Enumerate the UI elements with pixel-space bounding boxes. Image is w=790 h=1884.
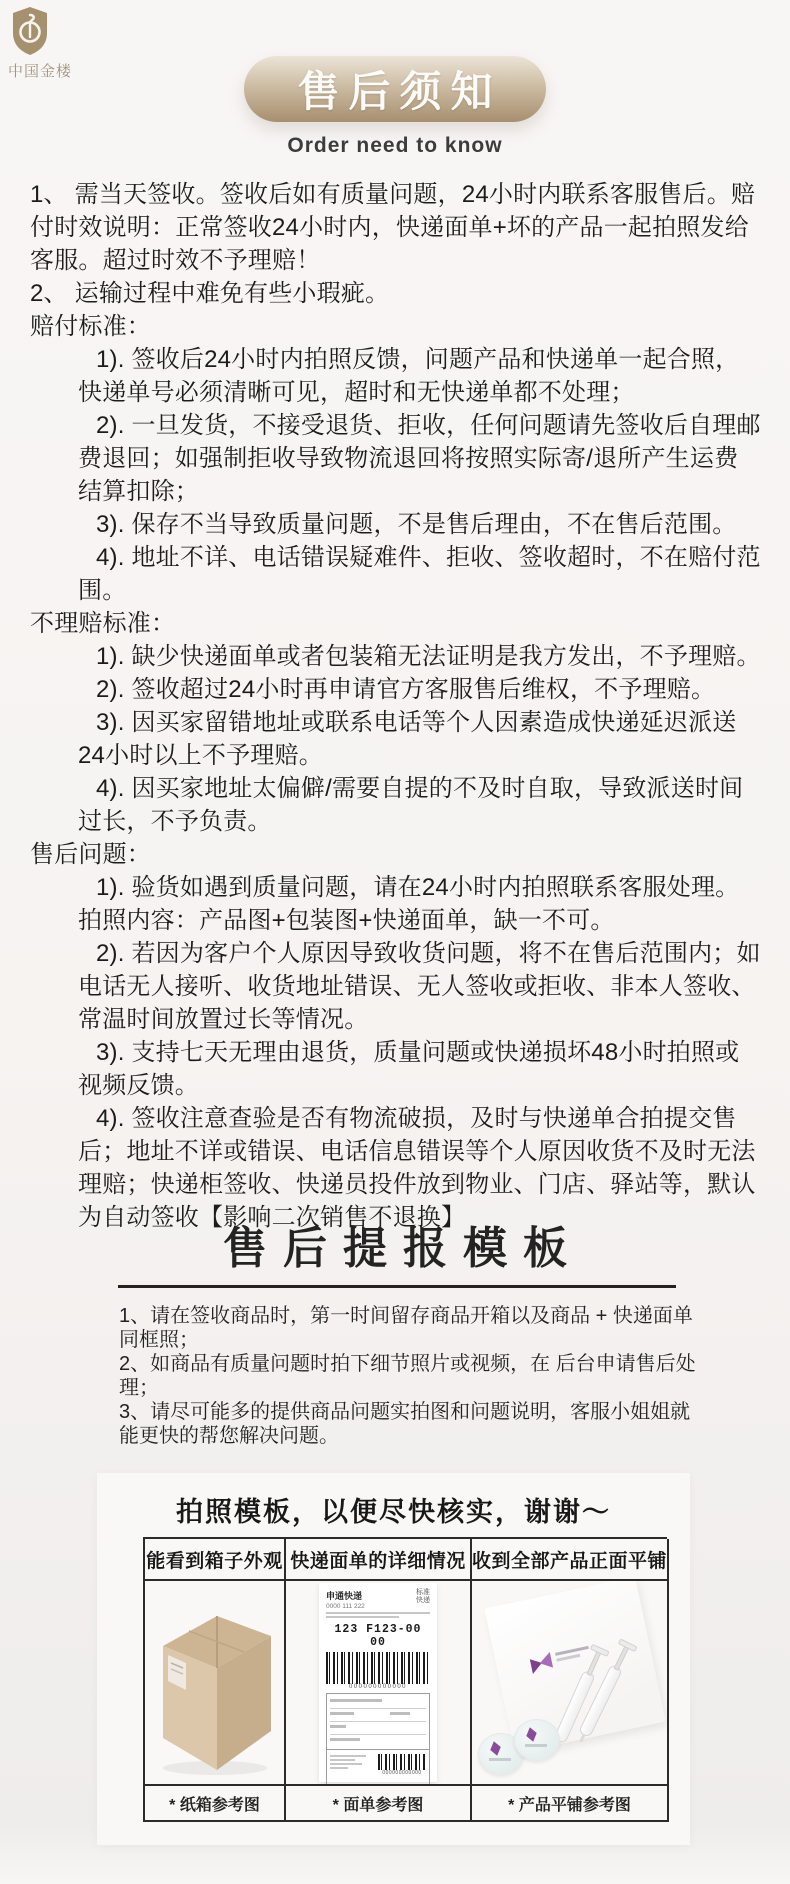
section-heading: 售后问题：: [30, 841, 151, 868]
waybill-form-row: [330, 1709, 426, 1722]
flatlay-scene: [472, 1581, 667, 1784]
notice-item: 2). 若因为客户个人原因导致收货问题，将不在售后范围内；如电话无人接听、收货地址错误、无人签收或拒收、非本人签收、常温时间放置过长等情况。: [78, 940, 761, 1033]
field-line: [390, 1712, 410, 1715]
waybill-form-row: [330, 1722, 426, 1735]
brand-shield-icon: [10, 6, 50, 56]
caption-products: * 产品平铺参考图: [472, 1786, 669, 1822]
waybill-meta: 0000 111 222: [326, 1603, 365, 1610]
waybill-form-row: [330, 1735, 426, 1747]
secondary-barcode-block: [378, 1753, 426, 1786]
courier-name: 申通快递: [326, 1591, 363, 1601]
brand-mark-icon: [529, 1652, 554, 1674]
field-line: [330, 1759, 355, 1761]
template-list: [119, 1304, 707, 1448]
notice-item: 4). 因买家地址太偏僻/需要自提的不及时自取，导致派送时间过长，不予负责。: [78, 775, 744, 835]
field-line: [330, 1712, 354, 1715]
caption-waybill: * 面单参考图: [286, 1786, 472, 1822]
notice-item: 3). 因买家留错地址或联系电话等个人因素造成快递延迟派送24小时以上不予理赔。: [78, 709, 737, 769]
column-header-waybill: 快递面单的详细情况: [286, 1539, 472, 1581]
photo-template-box: [97, 1473, 690, 1845]
barcode: [326, 1652, 430, 1684]
field-line: [330, 1767, 348, 1769]
waybill-form-row: [330, 1696, 426, 1709]
field-line: [330, 1725, 346, 1728]
waybill-label: [319, 1583, 437, 1782]
column-header-box: 能看到箱子外观: [145, 1539, 286, 1581]
brand-mark-text-lines: [555, 1646, 591, 1665]
field-line: [330, 1738, 360, 1741]
barcode-digits-small: 000000000000: [382, 1770, 422, 1776]
brand-logo-text: 中国金楼: [8, 63, 73, 80]
notice-item: 1). 签收后24小时内拍照反馈，问题产品和快递单一起合照，快递单号必须清晰可见，超时和无快递单都不处理；: [78, 346, 740, 406]
divider: [118, 1285, 676, 1288]
notice-item: 3). 保存不当导致质量问题，不是售后理由，不在售后范围。: [96, 511, 737, 538]
waybill-courier-block: [326, 1589, 365, 1610]
notice-item: 4). 地址不详、电话错误疑难件、拒收、签收超时，不在赔付范围。: [78, 544, 761, 604]
title-banner: [244, 56, 546, 122]
carton-box-image: [145, 1581, 286, 1786]
tracking-number: 123 F123-00 00: [334, 1623, 422, 1649]
barcode-small: [378, 1754, 426, 1770]
notice-item: 2). 一旦发货，不接受退货、拒收，任何问题请先签收后自理邮费退回；如强制拒收导致物流退回将按照实际寄/退所产生运费结算扣除；: [78, 412, 761, 505]
waybill-image: [286, 1581, 472, 1786]
waybill-header: [326, 1589, 430, 1610]
notice-item: 1). 缺少快递面单或者包装箱无法证明是我方发出，不予理赔。: [96, 643, 761, 670]
notice-section: [30, 178, 762, 1234]
waybill-line: [326, 1612, 430, 1614]
template-item: 3、请尽可能多的提供商品问题实拍图和问题说明，客服小姐姐就能更快的帮您解决问题。: [119, 1401, 691, 1447]
notice-paragraph: 2、 运输过程中难免有些小瑕疵。: [30, 280, 390, 307]
notice-item: 3). 支持七天无理由退货，质量问题或快递损坏48小时拍照或视频反馈。: [78, 1039, 740, 1099]
waybill-address-lines: [330, 1753, 378, 1786]
waybill-form: [326, 1693, 430, 1750]
notice-paragraph: 1、 需当天签收。签收后如有质量问题，24小时内联系客服售后。赔付时效说明：正常签收24小时内，快递面单+坏的产品一起拍照发给客服。超过时效不予理赔！: [30, 181, 756, 274]
template-item: 2、如商品有质量问题时拍下细节照片或视频，在 后台申请售后处理；: [119, 1353, 696, 1399]
product-box: [484, 1581, 665, 1753]
column-header-products: 收到全部产品正面平铺: [472, 1539, 669, 1581]
photo-template-title: 拍照模板，以便尽快核实，谢谢～: [176, 1497, 611, 1527]
field-line: [330, 1763, 362, 1765]
field-line: [330, 1755, 366, 1757]
service-type: 标准 快递: [416, 1589, 430, 1604]
page-subtitle: Order need to know: [287, 134, 503, 157]
caption-carton: * 纸箱参考图: [145, 1786, 286, 1822]
template-title: 售后提报模板: [223, 1224, 583, 1273]
carton-box-icon: [151, 1588, 279, 1778]
field-line: [330, 1699, 382, 1702]
page-title: 售后须知: [297, 68, 502, 115]
template-item: 1、请在签收商品时，第一时间留存商品开箱以及商品 + 快递面单同框照；: [119, 1305, 693, 1351]
waybill-section2: [326, 1750, 430, 1786]
section-heading: 不理赔标准：: [30, 610, 176, 637]
brand-logo: [8, 6, 98, 81]
product-flatlay-image: [472, 1581, 669, 1786]
gel-pad-icon: [514, 1719, 560, 1761]
photo-table: [143, 1537, 667, 1822]
notice-item: 1). 验货如遇到质量问题，请在24小时内拍照联系客服处理。拍照内容：产品图+包装图+快递面单，缺一不可。: [78, 874, 740, 934]
waybill-line: [326, 1616, 399, 1618]
section-heading: 赔付标准：: [30, 313, 151, 340]
notice-item: 2). 签收超过24小时再申请官方客服售后维权，不予理赔。: [96, 676, 716, 703]
barcode-digits: 000000000000: [348, 1684, 408, 1690]
notice-item: 4). 签收注意查验是否有物流破损，及时与快递单合拍提交售后；地址不详或错误、电话信息错误等个人原因收货不及时无法理赔；快递柜签收、快递员投件放到物业、门店、驿站等，默认为自动签收【影响二次销售不退换】: [78, 1105, 756, 1231]
